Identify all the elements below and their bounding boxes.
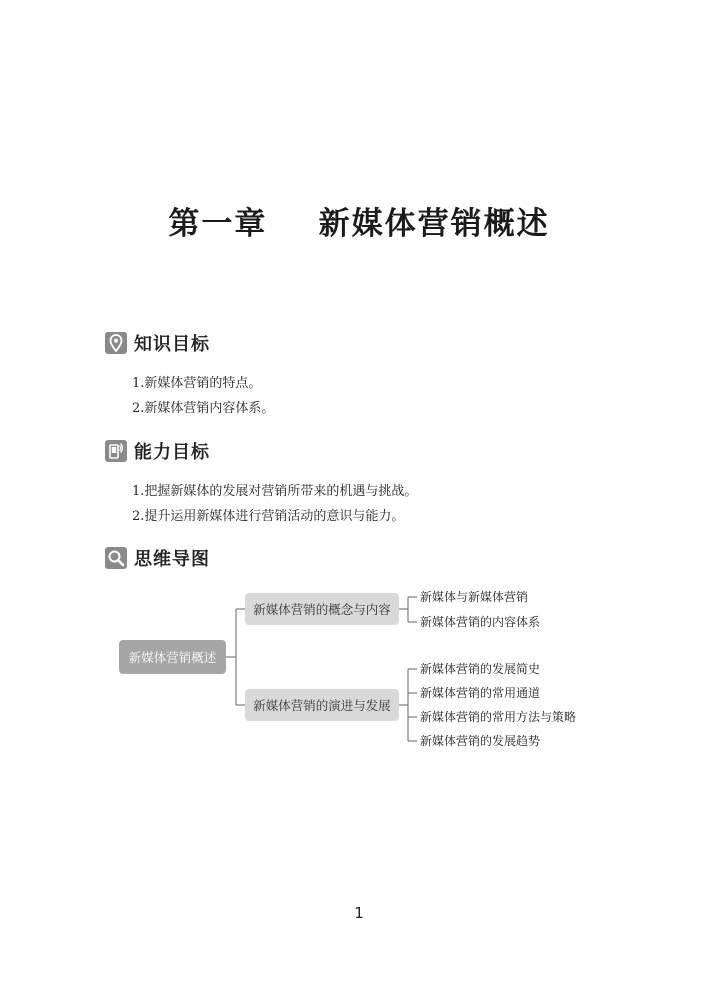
- mindmap-leaf-node: 新媒体营销的常用方法与策略: [420, 710, 577, 724]
- section-title: 能力目标: [134, 442, 210, 463]
- section-title: 思维导图: [134, 549, 210, 570]
- mindmap-leaf-node: 新媒体营销的内容体系: [420, 615, 541, 629]
- list-item: 1.新媒体营销的特点。: [132, 376, 262, 391]
- chapter-title: 第一章 新媒体营销概述: [168, 206, 550, 242]
- section-title: 知识目标: [134, 334, 210, 355]
- list-item: 1.把握新媒体的发展对营销所带来的机遇与挑战。: [132, 484, 418, 499]
- mindmap-branch-node: 新媒体营销的演进与发展: [245, 689, 399, 721]
- list-item: 2.提升运用新媒体进行营销活动的意识与能力。: [132, 509, 405, 524]
- mindmap-branch-node: 新媒体营销的概念与内容: [245, 593, 399, 625]
- mindmap-leaf-node: 新媒体营销的常用通道: [420, 686, 541, 700]
- mindmap-leaf-node: 新媒体营销的发展简史: [420, 662, 541, 676]
- mindmap-leaf-node: 新媒体与新媒体营销: [420, 590, 529, 604]
- list-item: 2.新媒体营销内容体系。: [132, 401, 275, 416]
- mindmap-leaf-node: 新媒体营销的发展趋势: [420, 734, 541, 748]
- page-number: 1: [354, 904, 364, 922]
- mindmap-root-node: 新媒体营销概述: [119, 640, 226, 674]
